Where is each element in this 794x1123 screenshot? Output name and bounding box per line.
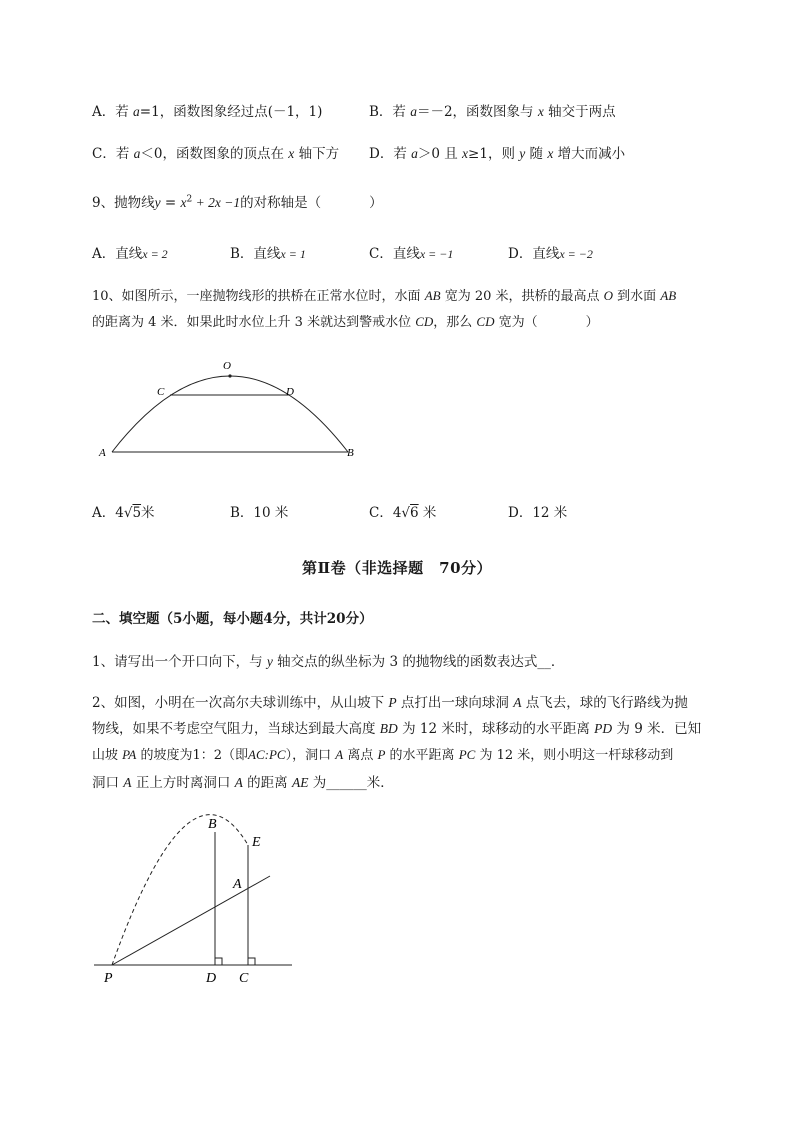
var-pa: PA — [122, 747, 137, 762]
option-expr: x = 1 — [280, 247, 306, 261]
var-p: P — [377, 747, 386, 762]
option-text: ≥1，则 — [468, 146, 520, 162]
label-a: A — [233, 877, 242, 892]
formula-rest: + 2x −1 — [192, 195, 241, 210]
fill2-line4 — [92, 771, 394, 791]
label-e: E — [252, 835, 261, 850]
var-x: x — [547, 146, 554, 161]
formula-x: x — [180, 195, 187, 210]
option-letter: B．10 米 — [230, 505, 289, 521]
option-text: 若 — [115, 104, 134, 120]
var-a: A — [335, 747, 344, 762]
label-d: D — [286, 386, 294, 398]
slope-line-pa — [112, 876, 270, 965]
question-text: 的对称轴是（ — [240, 195, 322, 211]
question-text: 的距离为 4 米．如果此时水位上升 3 米就达到警戒水位 — [92, 315, 416, 330]
q10-stem-line1 — [92, 285, 676, 304]
option-letter: D．直线 — [508, 246, 560, 262]
option-text: 若 — [115, 146, 134, 162]
question-text: 为 9 米．已知 — [612, 721, 702, 737]
var-a: a — [410, 104, 417, 119]
fill1-stem — [92, 650, 564, 670]
label-b: B — [347, 447, 354, 459]
q8-option-d — [369, 142, 625, 162]
var-bd: BD — [379, 721, 398, 736]
var-a: A — [123, 775, 132, 790]
var-a: a — [133, 104, 140, 119]
option-text: =1，函数图象经过点(－1，1) — [139, 104, 323, 120]
q9-option-b — [230, 242, 306, 262]
bridge-figure — [90, 352, 370, 464]
option-letter: A．直线 — [92, 246, 143, 262]
question-text: 的距离 — [242, 775, 292, 791]
q9-stem — [92, 191, 383, 211]
option-expr: x = −1 — [419, 247, 454, 261]
var-cd: CD — [476, 314, 495, 329]
question-text: 轴交点的纵坐标为 3 的抛物线的函数表达式__． — [272, 654, 565, 670]
option-letter: D．12 米 — [508, 505, 568, 521]
option-letter: C．4 — [369, 505, 402, 521]
var-a: a — [133, 146, 141, 161]
fill2-line1 — [92, 691, 688, 711]
radicand: 5 — [132, 505, 142, 521]
section-title: 第Ⅱ卷（非选择题 70分） — [301, 559, 493, 577]
question-text: 的坡度为1：2（即 — [136, 748, 249, 763]
question-text: 正上方时离洞口 — [131, 775, 235, 791]
question-text: 山坡 — [92, 748, 123, 763]
question-text: 的水平距离 — [385, 748, 459, 763]
var-o: O — [603, 288, 614, 303]
option-unit: 米 — [418, 505, 437, 521]
q10-option-b — [230, 501, 288, 521]
var-x: x — [537, 104, 544, 119]
q8-option-a — [92, 100, 322, 120]
option-text: ＞0 且 — [417, 146, 463, 162]
question-text: 10、如图所示，一座抛物线形的拱桥在正常水位时，水面 — [92, 289, 425, 304]
option-letter: A． — [92, 104, 116, 120]
option-letter: B．直线 — [230, 246, 281, 262]
question-text: ），洞口 — [285, 748, 336, 763]
q10-option-a: A．4√5米 — [92, 505, 155, 521]
var-y: y — [519, 146, 526, 161]
ball-path-dashed — [112, 815, 248, 965]
var-cd: CD — [415, 314, 434, 329]
var-x: x — [288, 146, 295, 161]
option-expr: x = −2 — [559, 247, 593, 261]
question-text: ，那么 — [433, 315, 477, 330]
label-a: A — [99, 447, 106, 459]
q8-option-c — [92, 142, 339, 162]
question-text: 宽为（ — [494, 315, 538, 330]
var-a: A — [513, 695, 522, 710]
label-b: B — [208, 817, 217, 832]
var-p: P — [388, 695, 397, 710]
option-text: ＜0，函数图象的顶点在 — [140, 146, 289, 162]
question-text: 点打出一球向球洞 — [396, 695, 514, 711]
question-text: ） — [369, 195, 383, 211]
right-angle-d — [215, 958, 222, 965]
option-letter: A．4 — [92, 505, 124, 521]
golf-figure — [90, 810, 300, 990]
option-unit: 米 — [141, 505, 155, 521]
question-text: 1、请写出一个开口向下，与 — [92, 654, 267, 670]
question-number: 9、抛物线 — [92, 195, 155, 211]
formula-exponent: 2 — [186, 194, 193, 205]
q9-option-a — [92, 242, 168, 262]
var-x: x — [462, 146, 469, 161]
option-letter: C． — [92, 146, 116, 162]
question-text: 点飞去，球的飞行路线为抛 — [521, 695, 688, 711]
question-text: 宽为 20 米，拱桥的最高点 — [440, 289, 604, 304]
question-text: 为______米． — [308, 775, 394, 791]
option-letter: D． — [369, 146, 394, 162]
question-text: 洞口 — [92, 775, 124, 791]
vertex-point-o — [228, 374, 231, 377]
radicand: 6 — [410, 505, 419, 521]
q9-option-c — [369, 242, 453, 262]
var-ac-pc: AC:PC — [248, 747, 286, 762]
question-text: ） — [585, 315, 599, 330]
formula-y: y — [154, 195, 161, 210]
var-ab: AB — [660, 288, 677, 303]
var-a: A — [234, 775, 243, 790]
question-text: 为 12 米时，球移动的水平距离 — [397, 721, 595, 737]
part-heading: 二、填空题（5小题，每小题4分，共计20分） — [92, 611, 373, 627]
question-text: 离点 — [343, 748, 378, 763]
label-o: O — [223, 360, 231, 372]
var-ab: AB — [424, 288, 441, 303]
var-ae: AE — [291, 775, 309, 790]
option-text: 轴下方 — [294, 146, 340, 162]
var-pd: PD — [594, 721, 613, 736]
formula-eq: = — [160, 195, 181, 211]
option-text: 若 — [392, 104, 411, 120]
question-text: 2、如图，小明在一次高尔夫球训练中，从山坡下 — [92, 695, 389, 711]
label-d: D — [206, 971, 217, 986]
question-text: 为 12 米，则小明这一杆球移动到 — [475, 748, 674, 763]
label-p: P — [104, 971, 113, 986]
fill2-line3 — [92, 744, 673, 763]
option-expr: x = 2 — [142, 247, 168, 261]
option-letter: C．直线 — [369, 246, 420, 262]
option-text: 增大而减小 — [553, 146, 626, 162]
var-a: a — [411, 146, 418, 161]
question-text: 物线，如果不考虑空气阻力，当球达到最大高度 — [92, 721, 380, 737]
arch-parabola — [112, 376, 348, 452]
option-letter: B． — [369, 104, 393, 120]
fill2-line2 — [92, 717, 701, 737]
q10-option-c: C．4√6 米 — [369, 505, 437, 521]
q8-option-b — [369, 100, 616, 120]
q9-option-d — [508, 242, 593, 262]
label-c: C — [157, 386, 165, 398]
var-y: y — [266, 654, 273, 669]
option-text: 随 — [525, 146, 548, 162]
right-angle-c — [248, 958, 255, 965]
option-text: ＝－2，函数图象与 — [416, 104, 538, 120]
q10-option-d — [508, 501, 567, 521]
question-text: 到水面 — [613, 289, 661, 304]
label-c: C — [239, 971, 249, 986]
var-pc: PC — [458, 747, 476, 762]
option-text: 轴交于两点 — [543, 104, 616, 120]
option-text: 若 — [393, 146, 412, 162]
q10-stem-line2 — [92, 311, 599, 330]
